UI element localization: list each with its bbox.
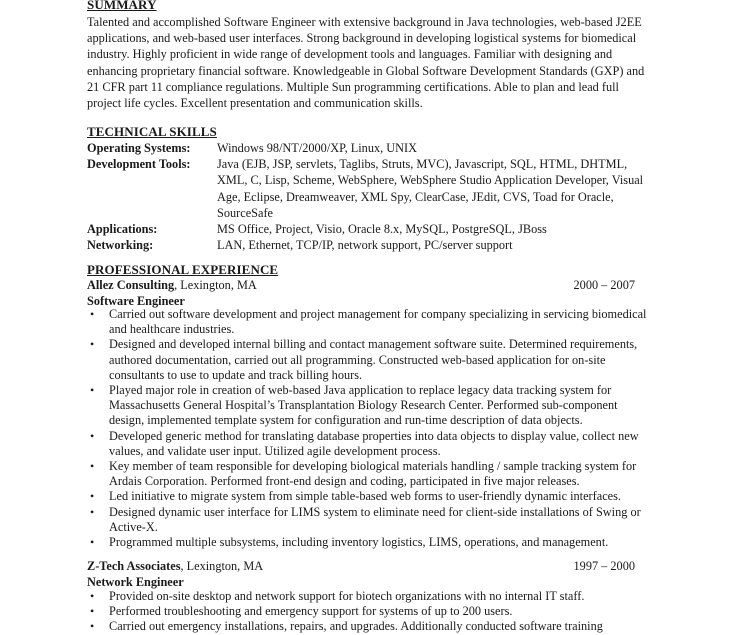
skill-row-networking xyxy=(87,237,647,253)
skill-row-operating-systems xyxy=(87,140,647,156)
list-item: • Designed dynamic user interface for LIMS system to eliminate need for client-side installations of Swing or Active-X. xyxy=(87,505,647,535)
skill-row-development-tools xyxy=(87,156,647,221)
skill-value: LAN, Ethernet, TCP/IP, network support, PC/server support xyxy=(217,238,513,253)
job-bullets xyxy=(87,307,647,550)
skill-label: Applications: xyxy=(87,222,158,237)
list-item: • Played major role in creation of web-based Java application to replace legacy data tracking system for Massachusetts General Hospital’s Transplantation Biology Research Center. Performed sub-component design, implemented template system for configuration and run-time description of data objects. xyxy=(87,383,647,429)
skill-label: Networking: xyxy=(87,238,154,253)
skill-value: Java (EJB, JSP, servlets, Taglibs, Struts, MVC), Javascript, SQL, HTML, DHTML, XML, C, Lisp, Scheme, WebSphere, WebSphere Studio Application Developer, Visual Age, Eclipse, Dreamweaver, XML Spy, ClearCase, JEdit, CVS, Toad for Oracle, SourceSafe xyxy=(217,157,644,220)
list-item: • Key member of team responsible for developing biological materials handling / sample tracking system for Ardais Corporation. Performed front-end design and coding, participated in five major releases. xyxy=(87,459,647,489)
list-item: • Carried out emergency installations, repairs, and upgrades. Additionally conducted software training xyxy=(87,619,647,634)
list-item: • Developed generic method for translating database properties into data objects to display value, collect new values, and validate user input. Utilized agile development process. xyxy=(87,429,647,459)
list-item: • Led initiative to migrate system from simple table-based web forms to user-friendly dynamic interfaces. xyxy=(87,489,647,504)
summary-heading: SUMMARY xyxy=(87,0,157,12)
skill-value: MS Office, Project, Visio, Oracle 8.x, MySQL, PostgreSQL, JBoss xyxy=(217,222,547,237)
job-company-line xyxy=(87,558,635,574)
list-item: • Performed troubleshooting and emergency support for systems of up to 200 users. xyxy=(87,604,647,619)
experience-heading: PROFESSIONAL EXPERIENCE xyxy=(87,262,279,277)
list-item: • Provided on-site desktop and network support for biotech organizations with no internal IT staff. xyxy=(87,589,647,604)
list-item: • Carried out software development and project management for company specializing in servicing biomedical and healthcare industries. xyxy=(87,307,647,337)
skill-label: Operating Systems: xyxy=(87,141,191,155)
job-company-line xyxy=(87,277,635,293)
job-header xyxy=(87,558,635,590)
job-title: Software Engineer xyxy=(87,294,185,308)
job-company-location xyxy=(87,558,263,574)
job-header xyxy=(87,277,635,309)
job-location: , Lexington, MA xyxy=(174,278,257,292)
skill-row-applications xyxy=(87,221,647,237)
skills-table xyxy=(87,140,647,253)
job-location: , Lexington, MA xyxy=(180,559,264,573)
skills-heading: TECHNICAL SKILLS xyxy=(87,124,217,139)
list-item: • Designed and developed internal billing and contact management software suite. Determined requirements, authored documentation, carried out all programming. Constructed web-based application for on-site consultants to use to update and track billing hours. xyxy=(87,337,647,383)
job-company: Z-Tech Associates xyxy=(87,559,181,573)
summary-text: Talented and accomplished Software Engineer with extensive background in Java technologies, web-based J2EE applications, and web-based user interfaces. Strong background in developing logistical systems for biomedical industry. Highly proficient in wide range of development tools and languages. Familiar with designing and enhancing proprietary financial software. Knowledgeable in Global Software Development Standards (GXP) and 21 CFR part 11 compliance regulations. Multiple Sun programming certifications. Able to plan and lead full project life cycles. Excellent presentation and communication skills. xyxy=(87,15,645,111)
job-title: Network Engineer xyxy=(87,575,184,589)
job-dates: 2000 – 2007 xyxy=(573,278,635,292)
list-item: • Programmed multiple subsystems, including inventory logistics, LIMS, operations, and management. xyxy=(87,535,647,550)
job-dates: 1997 – 2000 xyxy=(573,559,635,573)
job-company: Allez Consulting xyxy=(87,278,175,292)
skill-value: Windows 98/NT/2000/XP, Linux, UNIX xyxy=(217,141,418,155)
skill-label: Development Tools: xyxy=(87,157,191,172)
job-company-location xyxy=(87,277,257,293)
job-bullets xyxy=(87,589,647,635)
